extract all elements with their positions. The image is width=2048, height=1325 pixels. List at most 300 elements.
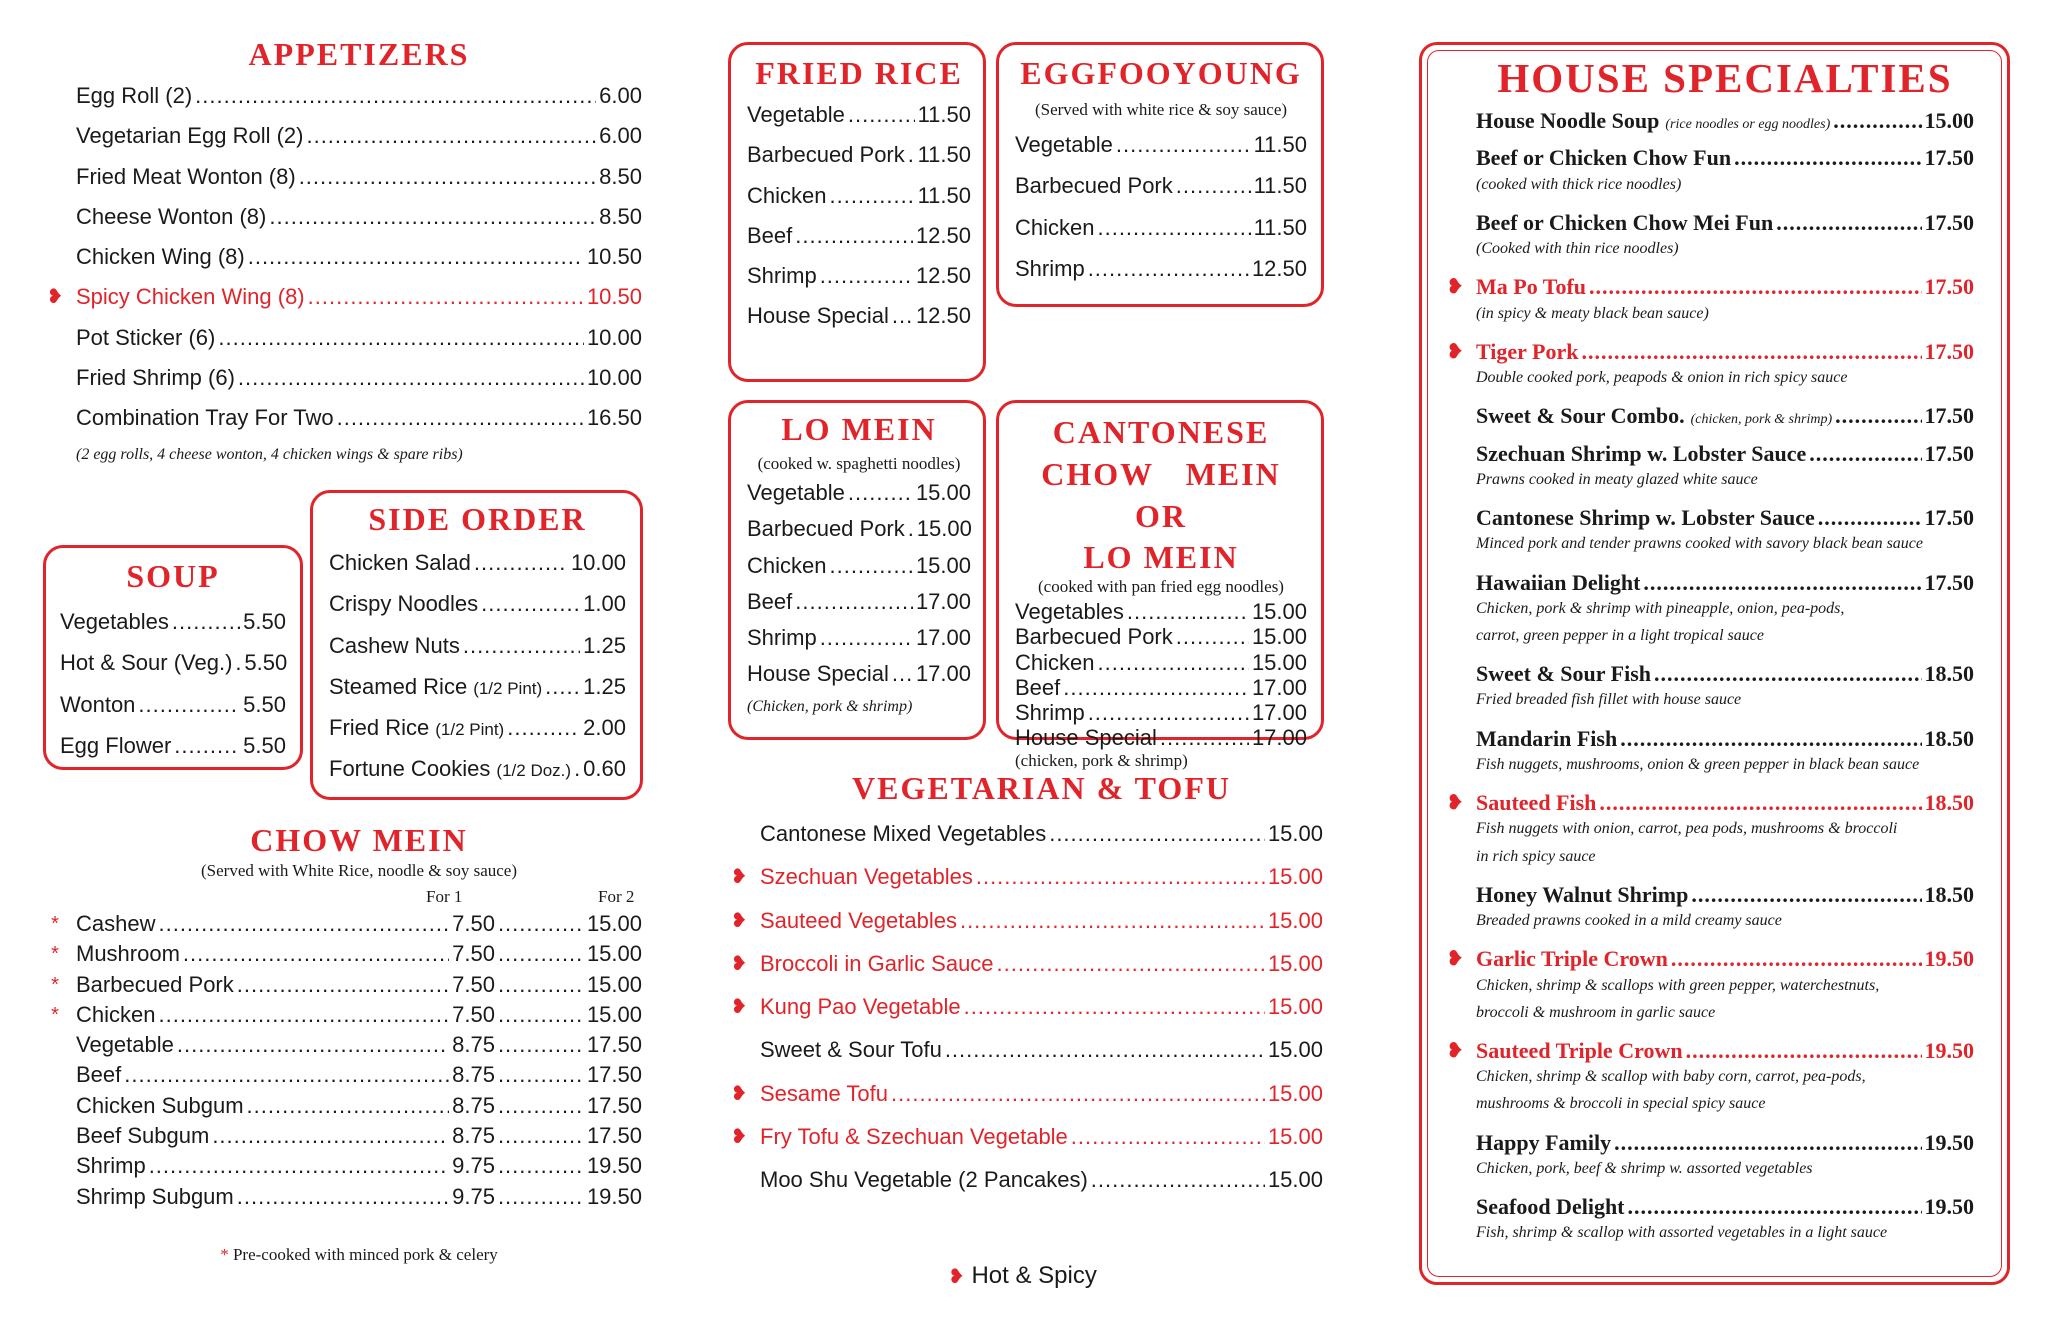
leader-dots [1614,1130,1921,1155]
fried-rice-box [728,42,986,382]
menu-item-name: Shrimp [76,1153,146,1179]
leader-dots [891,1081,1265,1106]
menu-item-price: 11.50 [917,102,971,127]
menu-item-name: Shrimp Subgum [76,1183,234,1209]
menu-item-name: House Special [747,661,889,687]
specialty-row [1446,790,1974,816]
chow-mein-footnote-text: Pre-cooked with minced pork & celery [232,1244,498,1264]
appetizers-note: (2 egg rolls, 4 cheese wonton, 4 chicken wings & spare ribs) [76,445,463,463]
leader-dots [306,123,596,148]
menu-item [747,553,971,578]
menu-item [76,1153,642,1178]
leader-dots [1589,274,1921,299]
menu-item [76,83,642,108]
specialty-item [1446,1037,1974,1118]
fried-rice-title: FRIED RICE [755,55,963,91]
house-specialties-section [1446,54,1974,1259]
specialty-row [1476,505,1974,530]
leader-dots [1091,1167,1265,1192]
leader-dots [498,1184,584,1209]
chili-icon: ❥ [730,909,748,932]
specialty-row [1476,1194,1974,1219]
precooked-asterisk: * [51,943,59,966]
specialty-price: 17.50 [1924,145,1974,171]
specialty-item [1446,790,1974,870]
menu-item-name: Fry Tofu & Szechuan Vegetable [760,1124,1068,1150]
leader-dots [1088,700,1249,725]
price-for-1: 8.75 [452,1123,495,1149]
chow-mein-col1-header: For 1 [426,887,463,906]
specialty-price: 18.50 [1924,661,1974,687]
chow-mein-section [51,822,642,1265]
specialty-item [1476,661,1974,713]
menu-item-name: Vegetarian Egg Roll (2) [76,123,304,149]
leader-dots [337,405,584,430]
menu-item [747,516,971,541]
specialty-price: 19.50 [1924,1037,1974,1063]
menu-item-name: Szechuan Vegetables [760,864,973,890]
side-order-title: SIDE ORDER [368,501,587,537]
price-for-1: 8.75 [452,1062,495,1088]
menu-item-price: 5.50 [243,691,286,717]
menu-item [730,864,1323,890]
leader-dots [574,756,580,781]
menu-item-price: 8.50 [599,203,642,229]
lo-mein-box [728,400,986,740]
menu-item [76,405,642,430]
menu-item [76,365,642,390]
menu-item-name: Sweet & Sour Tofu [760,1037,942,1063]
menu-item-name: Vegetable [1015,132,1113,157]
menu-item-price: 15.00 [1267,821,1323,846]
leader-dots [829,183,914,208]
price-for-2: 15.00 [586,1001,642,1027]
menu-item [747,223,971,248]
leader-dots [158,1002,449,1027]
menu-item-price: 10.50 [586,284,642,310]
leader-dots [474,550,568,575]
specialty-item [1476,570,1974,650]
menu-item-name: Barbecued Pork [1015,624,1173,650]
menu-item [760,1167,1323,1192]
specialty-description: Chicken, shrimp & scallops with green pepper, waterchestnuts, [1476,976,1880,994]
leader-dots [1097,650,1248,675]
menu-item-price: 17.00 [1251,700,1307,726]
chili-icon: ❥ [730,1082,748,1105]
precooked-asterisk: * [51,973,59,996]
leader-dots [498,1153,584,1178]
appetizers-list [46,83,642,431]
menu-item-price: 12.50 [915,263,971,289]
menu-item-name: Vegetable [747,102,845,127]
egg-foo-young-subtitle: (Served with white rice & soy sauce) [1034,100,1288,119]
cantonese-subtitle: (cooked with pan fried egg noodles) [1038,577,1284,596]
menu-item-price: 5.50 [243,609,286,634]
price-for-1: 9.75 [452,1183,495,1209]
leader-dots [1160,725,1249,750]
specialty-paren: (rice noodles or egg noodles) [1665,117,1831,132]
menu-item-name: Wonton [60,691,136,717]
menu-item-price: 1.25 [583,632,626,658]
leader-dots [1071,1124,1265,1149]
specialty-description: (cooked with thick rice noodles) [1476,175,1682,193]
menu-item [60,650,286,675]
specialty-name: Tiger Pork [1476,338,1579,364]
menu-item [747,661,971,686]
specialty-price: 18.50 [1924,790,1974,816]
menu-item-price: 17.00 [1251,674,1307,700]
specialty-price: 17.50 [1924,274,1974,300]
chili-icon: ❥ [948,1266,965,1288]
soup-box [43,545,303,770]
chili-icon: ❥ [46,286,64,309]
specialty-price: 19.50 [1924,1129,1974,1155]
leader-dots [507,715,580,740]
menu-item [1015,700,1307,725]
menu-item [747,589,971,614]
house-specialties-list [1446,108,1974,1247]
menu-item [329,674,626,699]
menu-item-price: 12.50 [1251,255,1307,281]
specialty-price: 17.50 [1924,209,1974,235]
menu-item-name: Broccoli in Garlic Sauce [760,950,994,976]
fried-rice-list [747,102,971,329]
specialty-description: Minced pork and tender prawns cooked with savory black bean sauce [1476,535,1924,553]
menu-item [760,1037,1323,1062]
leader-dots [498,972,584,997]
leader-dots [892,661,913,686]
specialty-item [1476,1194,1974,1246]
leader-dots [1127,599,1249,624]
price-for-1: 9.75 [452,1153,495,1179]
leader-dots [481,591,580,616]
menu-item-name: House Special [1015,725,1157,751]
price-for-2: 15.00 [586,911,642,936]
menu-item-name: Pot Sticker (6) [76,324,216,350]
specialty-price: 15.00 [1924,108,1974,133]
specialty-name: Ma Po Tofu [1476,274,1587,300]
leader-dots [1176,624,1249,649]
menu-item-price: 5.50 [244,650,288,676]
menu-item [76,325,642,350]
menu-item-size: (1/2 Pint) [435,720,505,740]
leader-dots [1599,790,1921,815]
specialty-price: 17.50 [1924,569,1974,595]
leader-dots [177,1032,449,1057]
egg-foo-young-box [996,42,1324,307]
specialty-name: Happy Family [1476,1129,1612,1155]
specialty-description: Prawns cooked in meaty glazed white sauce [1476,470,1758,488]
menu-item-name: Barbecued Pork [76,971,234,997]
chow-mein-col2-header: For 2 [598,887,635,906]
specialty-description-2: mushrooms & broccoli in special spicy sauce [1476,1095,1766,1113]
menu-item [51,911,642,936]
cantonese-note: (chicken, pork & shrimp) [1015,750,1188,770]
menu-item-price: 1.00 [583,591,626,617]
leader-dots [848,480,913,505]
leader-dots [960,908,1265,933]
specialty-row [1476,403,1974,428]
menu-item-price: 15.00 [915,480,971,505]
precooked-asterisk: * [220,1244,229,1264]
menu-item-price: 15.00 [1251,649,1307,675]
vegetarian-list [730,821,1323,1193]
egg-foo-young-list [1015,132,1307,281]
menu-item-price: 15.00 [916,516,972,542]
menu-item-price: 15.00 [1267,950,1323,976]
appetizers-section [46,36,642,464]
specialty-price: 19.50 [1924,1194,1974,1220]
menu-item-name: Mushroom [76,941,180,967]
specialty-row [1476,882,1974,907]
leader-dots [498,1062,584,1087]
menu-item [747,102,971,127]
menu-item-name: Steamed Rice [329,673,468,699]
menu-item-price: 8.50 [599,163,642,189]
menu-item-name: Chicken [747,552,827,578]
leader-dots [1088,256,1249,281]
leader-dots [498,911,584,936]
specialty-item [1476,441,1974,493]
menu-item [329,633,626,658]
specialty-description-2: carrot, green pepper in a light tropical sauce [1476,626,1764,644]
leader-dots [908,516,914,541]
chow-mein-title: CHOW MEIN [250,822,468,858]
specialty-row [1446,338,1974,364]
leader-dots [498,1032,584,1057]
specialty-item [1476,403,1974,428]
price-for-1: 7.50 [452,1001,495,1027]
chili-icon: ❥ [730,866,748,889]
leader-dots [158,911,449,936]
leader-dots [1654,661,1922,686]
specialty-row [1476,441,1974,466]
leader-dots [945,1037,1265,1062]
specialty-description: Breaded prawns cooked in a mild creamy sauce [1476,912,1782,930]
leader-dots [1643,570,1921,595]
chili-icon: ❥ [1446,1039,1464,1062]
menu-item [60,733,286,758]
egg-foo-young-title: EGGFOOYOUNG [1020,55,1302,91]
menu-item-name: Vegetable [76,1032,174,1058]
menu-item-name: Beef [76,1062,122,1088]
menu-item [76,204,642,229]
leader-dots [498,1123,584,1148]
menu-item-price: 11.50 [917,182,971,208]
leader-dots [1581,339,1921,364]
cantonese-title-line2: CHOW MEIN OR [1041,456,1281,534]
menu-item-price: 0.60 [583,756,626,782]
menu-item [60,692,286,717]
lo-mein-list [747,480,971,687]
menu-item-name: Beef [1015,674,1061,700]
leader-dots [1176,173,1251,198]
menu-item [730,1080,1323,1106]
menu-item-name: Vegetable [747,480,845,505]
menu-item-name: Sauteed Vegetables [760,907,957,933]
specialty-item [1446,946,1974,1026]
menu-item-size: (1/2 Pint) [473,678,543,698]
hot-spicy-label: Hot & Spicy [971,1262,1097,1289]
menu-item-name: Chicken [1015,649,1095,675]
specialty-item [1476,108,1974,133]
menu-item-name: Hot & Sour (Veg.) [60,650,233,676]
menu-item-name: Fortune Cookies [329,756,491,782]
specialty-name: Garlic Triple Crown [1476,946,1668,972]
leader-dots [498,941,584,966]
leader-dots [237,1184,449,1209]
menu-item [1015,132,1307,157]
leader-dots [976,864,1265,889]
menu-item [76,1184,642,1209]
precooked-asterisk: * [51,1003,59,1026]
leader-dots [1049,821,1265,846]
menu-item [76,1093,642,1118]
specialty-description: Fried breaded fish fillet with house sauce [1476,691,1742,709]
leader-dots [237,972,449,997]
specialty-price: 17.50 [1924,403,1974,429]
leader-dots [183,941,449,966]
leader-dots [235,650,241,675]
menu-item [329,550,626,575]
leader-dots [172,609,240,634]
leader-dots [892,303,913,328]
specialty-item [1476,145,1974,197]
menu-item [747,480,971,505]
price-for-1: 7.50 [452,971,495,997]
specialty-description: Chicken, shrimp & scallop with baby corn, carrot, pea-pods, [1476,1068,1866,1086]
lo-mein-title: LO MEIN [781,411,937,447]
price-for-2: 17.50 [586,1123,642,1149]
price-for-2: 17.50 [586,1092,642,1118]
leader-dots [964,994,1265,1019]
leader-dots [1833,108,1921,133]
price-for-1: 7.50 [452,941,495,967]
menu-item-name: Vegetables [60,609,169,634]
menu-item-price: 15.00 [1267,1124,1323,1150]
specialty-name: Honey Walnut Shrimp [1476,881,1689,907]
chili-icon: ❥ [730,1126,748,1149]
leader-dots [1809,441,1921,466]
menu-item [747,263,971,288]
menu-item-size: (1/2 Doz.) [496,761,572,781]
menu-item [1015,650,1307,675]
leader-dots [174,733,240,758]
menu-item-price: 11.50 [1253,214,1307,240]
menu-item-price: 2.00 [583,715,626,741]
specialty-name: Sauteed Fish [1476,790,1597,816]
leader-dots [1620,726,1921,751]
specialty-description-2: broccoli & mushroom in garlic sauce [1476,1003,1716,1021]
menu-item-name: Fried Shrimp (6) [76,365,235,391]
leader-dots [848,102,915,127]
menu-item-name: House Special [747,303,889,329]
specialty-row [1476,570,1974,595]
side-order-box [310,490,643,800]
menu-item-name: Chicken [76,1001,156,1027]
menu-item-name: Chicken Wing (8) [76,244,245,270]
chili-icon: ❥ [1446,276,1464,299]
menu-item-price: 15.00 [915,552,971,578]
menu-item [1015,725,1307,750]
menu-item [51,941,642,967]
specialty-name: House Noodle Soup [1476,108,1660,133]
specialty-row [1476,661,1974,686]
specialty-row [1476,726,1974,751]
menu-item [747,142,971,167]
leader-dots [238,365,584,390]
specialty-item [1446,274,1974,326]
vegetarian-title: VEGETARIAN & TOFU [852,770,1231,806]
leader-dots [218,325,584,350]
menu-item-price: 12.50 [915,303,971,329]
menu-item-name: Beef Subgum [76,1123,210,1149]
menu-item-name: Barbecued Pork [1015,173,1173,199]
menu-item-name: Barbecued Pork [747,516,905,542]
soup-list [60,609,286,758]
lo-mein-note: (Chicken, pork & shrimp) [747,697,913,715]
menu-item-price: 15.00 [1267,864,1323,890]
hot-spicy-legend [948,1262,1097,1290]
menu-item-price: 6.00 [599,123,642,149]
menu-item [76,1123,642,1148]
leader-dots [997,951,1265,976]
menu-item [51,971,642,997]
menu-item-name: Sesame Tofu [760,1080,889,1106]
leader-dots [138,692,240,717]
specialty-name: Cantonese Shrimp w. Lobster Sauce [1476,505,1815,531]
leader-dots [299,164,596,189]
menu-item-price: 10.00 [586,324,642,350]
vegetarian-section [730,770,1323,1211]
menu-item [76,164,642,189]
menu-item-price: 10.00 [586,365,642,391]
menu-item [1015,256,1307,281]
leader-dots [1835,403,1921,428]
specialty-row [1446,946,1974,972]
specialty-price: 17.50 [1924,505,1974,531]
lo-mein-subtitle: (cooked w. spaghetti noodles) [757,454,961,473]
menu-item [46,284,642,310]
menu-item-name: Vegetables [1015,599,1124,624]
menu-item [329,756,626,781]
cantonese-title-line1: CANTONESE [1052,414,1270,450]
specialty-price: 18.50 [1924,881,1974,907]
leader-dots [269,204,596,229]
menu-item-price: 11.50 [1253,173,1307,199]
price-for-2: 15.00 [586,941,642,967]
chili-icon: ❥ [730,996,748,1019]
price-for-1: 8.75 [452,1032,495,1058]
specialty-description: Fish, shrimp & scallop with assorted vegetables in a light sauce [1476,1224,1888,1242]
specialty-row [1446,1037,1974,1063]
leader-dots [1671,946,1922,971]
menu-item [329,591,626,616]
menu-item-price: 15.00 [1267,1167,1323,1193]
chow-mein-subtitle: (Served with White Rice, noodle & soy sauce) [201,861,517,880]
price-for-2: 19.50 [586,1153,642,1179]
menu-item [747,183,971,208]
specialty-description: (Cooked with thin rice noodles) [1476,240,1679,258]
menu-item-name: Chicken [747,182,827,208]
specialty-paren: (chicken, pork & shrimp) [1690,412,1833,428]
menu-item-price: 15.00 [1251,624,1307,650]
menu-item-price: 10.50 [586,244,642,270]
menu-item [60,609,286,634]
specialty-description: Fish nuggets, mushrooms, onion & green pepper in black bean sauce [1476,755,1920,773]
specialty-price: 18.50 [1924,725,1974,751]
chili-icon: ❥ [1446,948,1464,971]
